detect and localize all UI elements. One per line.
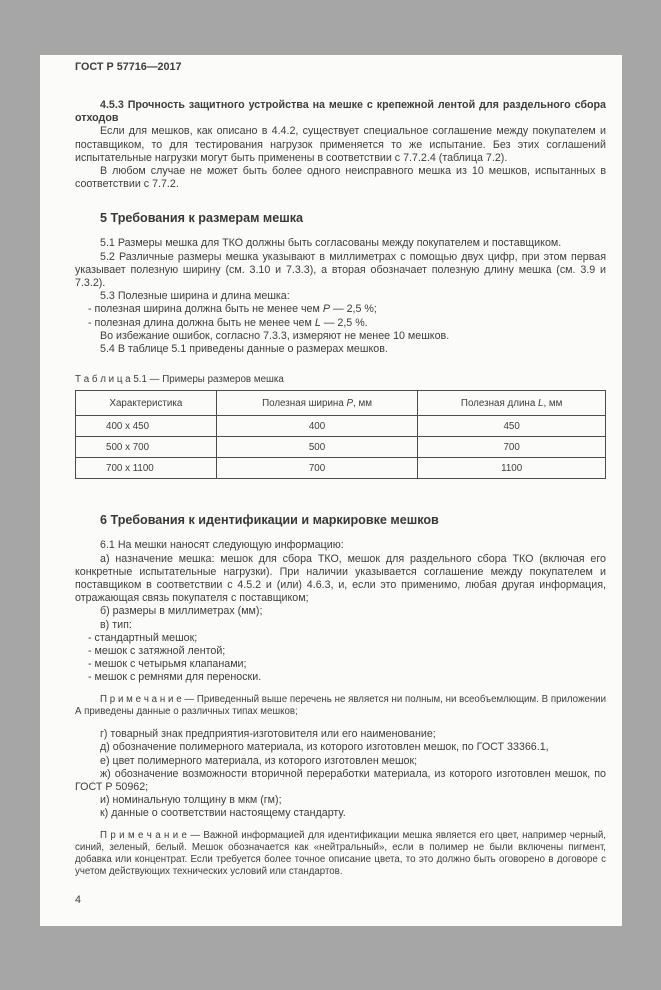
column-header-useful-length <box>418 391 606 416</box>
page-number: 4 <box>75 894 81 907</box>
table-header-row <box>76 391 606 416</box>
table-row <box>76 437 606 458</box>
list-item-useful-length <box>75 317 606 330</box>
item-i-paragraph: и) номинальную толщину в мкм (гм); <box>100 794 282 807</box>
list-item-useful-width <box>75 303 606 316</box>
cell-length: 1100 <box>418 458 606 479</box>
clause-6-1-paragraph: 6.1 На мешки наносят следующую информацию: <box>100 539 344 552</box>
note-2: П р и м е ч а н и е — Важной информацией для идентификации мешка является его цвет, например черный, синий, зеленый, белый. Мешок обозначается как «нейтральный», если в полимер не были включены пигмент, добавка или концентрат. Если требуется более точное описание цвета, то это должно быть оговорено в договоре с учетом действующих технических условий или стандартов. <box>75 829 606 878</box>
section-6-heading: 6 Требования к идентификации и маркировке мешков <box>100 513 439 528</box>
text-run: — 2,5 %. <box>320 316 368 329</box>
item-e-paragraph: е) цвет полимерного материала, из которого изготовлен мешок; <box>100 754 418 767</box>
cell-characteristic: 700 х 1100 <box>76 458 217 479</box>
item-zh-paragraph: ж) обозначение возможности вторичной переработки материала, из которого изготовлен мешок, по ГОСТ Р 50962; <box>75 767 606 793</box>
clause-4-5-3-paragraph-2: В любом случае не может быть более одного неисправного мешка из 10 мешков, испытанных в соответствии с 7.7.2. <box>75 165 606 191</box>
table-caption: Т а б л и ц а 5.1 — Примеры размеров мешка <box>75 374 284 386</box>
table-row <box>76 416 606 437</box>
table-row <box>76 458 606 479</box>
document-page <box>40 55 622 926</box>
clause-5-4-paragraph: 5.4 В таблице 5.1 приведены данные о размерах мешков. <box>100 343 388 356</box>
text-run: , мм <box>353 397 372 409</box>
clause-4-5-3-paragraph-1: Если для мешков, как описано в 4.4.2, существует специальное соглашение между покупателем и поставщиком, то для тестирования нагрузок применяется то же испытание. Без этих соглашений испытательные нагрузки могут быть применены в соответствии с 7.7.2.4 (таблица 7.2). <box>75 125 606 164</box>
item-b-paragraph: б) размеры в миллиметрах (мм); <box>100 605 263 618</box>
list-item-carry-strap-bag: - мешок с ремнями для переноски. <box>88 671 262 684</box>
cell-width: 400 <box>216 416 418 437</box>
clause-4-5-3-heading: 4.5.3 Прочность защитного устройства на мешке с крепежной лентой для раздельного сбора отходов <box>75 99 606 125</box>
variable-L: L <box>538 397 544 409</box>
cell-width: 700 <box>216 458 418 479</box>
text-run: - полезная длина должна быть не менее чем <box>88 316 315 329</box>
column-header-characteristic: Характеристика <box>76 391 217 416</box>
cell-length: 450 <box>418 416 606 437</box>
text-run: - полезная ширина должна быть не менее чем <box>88 303 323 316</box>
cell-characteristic: 500 х 700 <box>76 437 217 458</box>
item-d-paragraph: д) обозначение полимерного материала, из которого изготовлен мешок, по ГОСТ 33366.1, <box>100 741 549 754</box>
clause-5-1-paragraph: 5.1 Размеры мешка для ТКО должны быть согласованы между покупателем и поставщиком. <box>100 237 562 250</box>
item-v-paragraph: в) тип: <box>100 618 132 631</box>
item-g-paragraph: г) товарный знак предприятия-изготовителя или его наименование; <box>100 728 436 741</box>
text-run: — 2,5 %; <box>329 303 377 316</box>
table-5-1-bag-sizes <box>75 390 606 479</box>
cell-length: 700 <box>418 437 606 458</box>
doc-code-header: ГОСТ Р 57716—2017 <box>75 61 182 73</box>
list-item-standard-bag: - стандартный мешок; <box>88 631 198 644</box>
clause-5-3-closing-paragraph: Во избежание ошибок, согласно 7.3.3, измеряют не менее 10 мешков. <box>100 329 450 342</box>
clause-5-3-paragraph: 5.3 Полезные ширина и длина мешка: <box>100 290 290 303</box>
item-k-paragraph: к) данные о соответствии настоящему стандарту. <box>100 807 346 820</box>
text-run: , мм <box>543 397 563 409</box>
cell-characteristic: 400 х 450 <box>76 416 217 437</box>
variable-L: L <box>314 316 321 329</box>
text-run: Полезная ширина <box>262 397 347 409</box>
variable-P: P <box>322 303 330 316</box>
variable-P: P <box>346 397 354 409</box>
note-1: П р и м е ч а н и е — Приведенный выше перечень не является ни полным, ни всеобъемлющим. В приложении А приведены данные о различных типах мешков; <box>75 693 606 717</box>
list-item-four-flap-bag: - мешок с четырьмя клапанами; <box>88 658 247 671</box>
clause-5-2-paragraph: 5.2 Различные размеры мешка указывают в миллиметрах с помощью двух цифр, при этом первая указывает полезную ширину (см. 3.10 и 7.3.3), а вторая обозначает полезную длину мешка (см. 3.9 и 7.3.2). <box>75 250 606 290</box>
cell-width: 500 <box>216 437 418 458</box>
item-a-paragraph: а) назначение мешка: мешок для сбора ТКО, мешок для раздельного сбора ТКО (включая его конкретные испытательные нагрузки). При наличии указывается соглашение между покупателем и поставщиком в соответствии с 4.5.2 и (или) 4.6.3, и, если это применимо, любая другая информация, отражающая связь покупателя с поставщиком; <box>75 552 606 605</box>
text-run: Полезная длина <box>460 397 538 409</box>
section-5-heading: 5 Требования к размерам мешка <box>100 211 304 226</box>
column-header-useful-width <box>216 391 418 416</box>
list-item-drawstring-bag: - мешок с затяжной лентой; <box>88 645 226 658</box>
